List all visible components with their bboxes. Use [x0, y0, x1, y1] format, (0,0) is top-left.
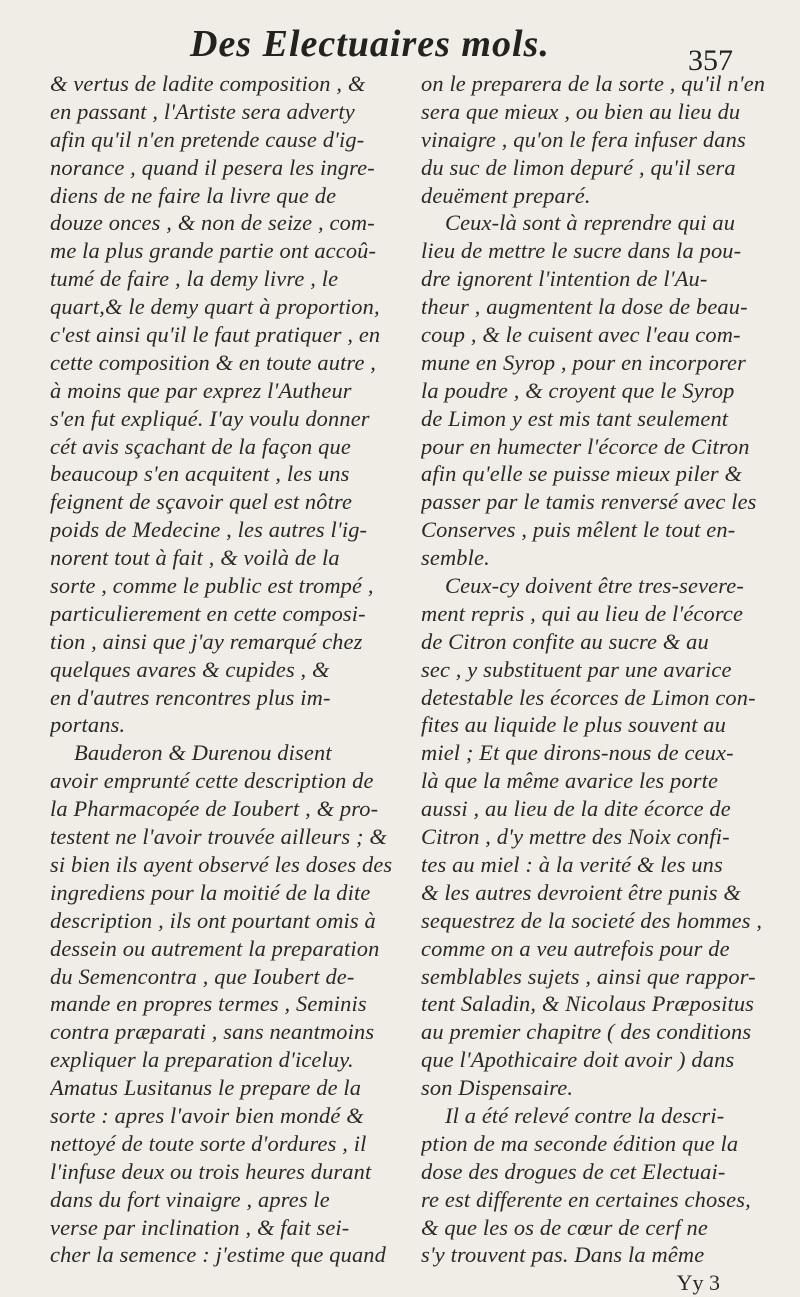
text-line: feignent de sçavoir quel est nôtre [50, 489, 353, 515]
text-line: à moins que par exprez l'Autheur [50, 377, 352, 403]
text-line: testent ne l'avoir trouvée ailleurs ; & [50, 824, 387, 850]
text-line: sequestrez de la societé des hommes , [421, 907, 763, 933]
text-line: s'y trouvent pas. Dans la même [421, 1242, 705, 1268]
text-line: diens de ne faire la livre que de [50, 182, 337, 208]
text-line: dessein ou autrement la preparation [50, 935, 380, 961]
text-line: norent tout à fait , & voilà de la [50, 545, 340, 571]
text-line: cher la semence : j'estime que quand [50, 1242, 386, 1268]
text-line: si bien ils ayent observé les doses des [50, 851, 393, 877]
text-line: que l'Apothicaire doit avoir ) dans [421, 1047, 735, 1073]
text-line: vinaigre , qu'on le fera infuser dans [421, 126, 746, 152]
text-line: ment repris , qui au lieu de l'écorce [421, 600, 744, 626]
text-line: verse par inclination , & fait sei- [50, 1214, 350, 1240]
text-line: cét avis sçachant de la façon que [50, 433, 351, 459]
text-columns [50, 70, 770, 1297]
text-line: theur , augmentent la dose de beau- [421, 294, 748, 320]
text-line: coup , & le cuisent avec l'eau com- [421, 322, 741, 348]
text-line: comme on a veu autrefois pour de [421, 935, 730, 961]
text-line: s'en fut expliqué. I'ay voulu donner [50, 405, 370, 431]
text-line: Bauderon & Durenou disent [74, 740, 332, 766]
right-column [421, 70, 770, 1297]
text-line: afin qu'il n'en pretende cause d'ig- [50, 126, 365, 152]
text-line: quelques avares & cupides , & [50, 656, 330, 682]
text-line: sorte , comme le public est trompé , [50, 573, 374, 599]
text-line: mande en propres termes , Seminis [50, 991, 367, 1017]
left-column [50, 70, 399, 1297]
text-line: là que la même avarice les porte [421, 768, 719, 794]
text-line: dre ignorent l'intention de l'Au- [421, 266, 708, 292]
text-line: cette composition & en toute autre , [50, 349, 377, 375]
text-line: passer par le tamis renversé avec les [421, 489, 757, 515]
text-line: Amatus Lusitanus le prepare de la [50, 1075, 362, 1101]
text-line: de Limon y est mis tant seulement [421, 405, 729, 431]
text-line: dans du fort vinaigre , apres le [50, 1186, 330, 1212]
text-line: expliquer la preparation d'iceluy. [50, 1047, 354, 1073]
text-line: tion , ainsi que j'ay remarqué chez [50, 628, 363, 654]
text-line: portans. [50, 712, 126, 738]
text-line: particulierement en cette composi- [50, 600, 366, 626]
text-line: c'est ainsi qu'il le faut pratiquer , en [50, 322, 381, 348]
text-line: deuëment preparé. [421, 182, 591, 208]
signature-mark: Yy 3 [676, 1270, 720, 1296]
text-line: mune en Syrop , pour en incorporer [421, 349, 746, 375]
text-line: norance , quand il pesera les ingre- [50, 154, 375, 180]
text-line: la Pharmacopée de Ioubert , & pro- [50, 796, 379, 822]
text-line: afin qu'elle se puisse mieux piler & [421, 461, 743, 487]
text-line: fites au liquide le plus souvent au [421, 712, 726, 738]
text-line: avoir emprunté cette description de [50, 768, 374, 794]
text-line: lieu de mettre le sucre dans la pou- [421, 238, 742, 264]
text-line: Ceux-cy doivent être tres-severe- [445, 573, 744, 599]
text-line: en d'autres rencontres plus im- [50, 684, 331, 710]
text-line: Conserves , puis mêlent le tout en- [421, 517, 736, 543]
text-line: Citron , d'y mettre des Noix confi- [421, 824, 730, 850]
text-line: semblables sujets , ainsi que rappor- [421, 963, 756, 989]
text-line: aussi , au lieu de la dite écorce de [421, 796, 731, 822]
text-line: tumé de faire , la demy livre , le [50, 266, 339, 292]
text-line: de Citron confite au sucre & au [421, 628, 709, 654]
text-line: en passant , l'Artiste sera adverty [50, 98, 355, 124]
text-line: sec , y substituent par une avarice [421, 656, 732, 682]
text-line: tes au miel : à la verité & les uns [421, 851, 723, 877]
text-line: Ceux-là sont à reprendre qui au [445, 210, 736, 236]
text-line: re est differente en certaines choses, [421, 1186, 751, 1212]
text-line: son Dispensaire. [421, 1075, 574, 1101]
text-line: au premier chapitre ( des conditions [421, 1019, 752, 1045]
text-line: du Semencontra , que Ioubert de- [50, 963, 355, 989]
text-line: & vertus de ladite composition , & [50, 71, 366, 96]
text-line: poids de Medecine , les autres l'ig- [50, 517, 368, 543]
text-line: Il a été relevé contre la descri- [445, 1102, 725, 1128]
text-line: tent Saladin, & Nicolaus Præpositus [421, 991, 755, 1017]
text-line: douze onces , & non de seize , com- [50, 210, 375, 236]
text-line: du suc de limon depuré , qu'il sera [421, 154, 736, 180]
text-line: pour en humecter l'écorce de Citron [421, 433, 750, 459]
text-line: dose des drogues de cet Electuai- [421, 1158, 726, 1184]
text-line: la poudre , & croyent que le Syrop [421, 377, 735, 403]
text-line: sera que mieux , ou bien au lieu du [421, 98, 741, 124]
page-number: 357 [688, 44, 733, 77]
text-line: detestable les écorces de Limon con- [421, 684, 756, 710]
text-line: sorte : apres l'avoir bien mondé & [50, 1102, 364, 1128]
text-line: nettoyé de toute sorte d'ordures , il [50, 1130, 367, 1156]
text-line: ingrediens pour la moitié de la dite [50, 879, 371, 905]
text-line: miel ; Et que dirons-nous de ceux- [421, 740, 734, 766]
text-line: on le preparera de la sorte , qu'il n'en [421, 71, 766, 96]
text-line: description , ils ont pourtant omis à [50, 907, 376, 933]
text-line: ption de ma seconde édition que la [421, 1130, 739, 1156]
text-line: & que les os de cœur de cerf ne [421, 1214, 708, 1240]
text-line: quart,& le demy quart à proportion, [50, 294, 380, 320]
running-title: Des Electuaires mols. [190, 23, 550, 65]
text-line: beaucoup s'en acquitent , les uns [50, 461, 350, 487]
text-line: contra præparati , sans neantmoins [50, 1019, 375, 1045]
text-line: semble. [421, 545, 490, 571]
text-line: me la plus grande partie ont accoû- [50, 238, 377, 264]
text-line: l'infuse deux ou trois heures durant [50, 1158, 372, 1184]
text-line: & les autres devroient être punis & [421, 879, 741, 905]
